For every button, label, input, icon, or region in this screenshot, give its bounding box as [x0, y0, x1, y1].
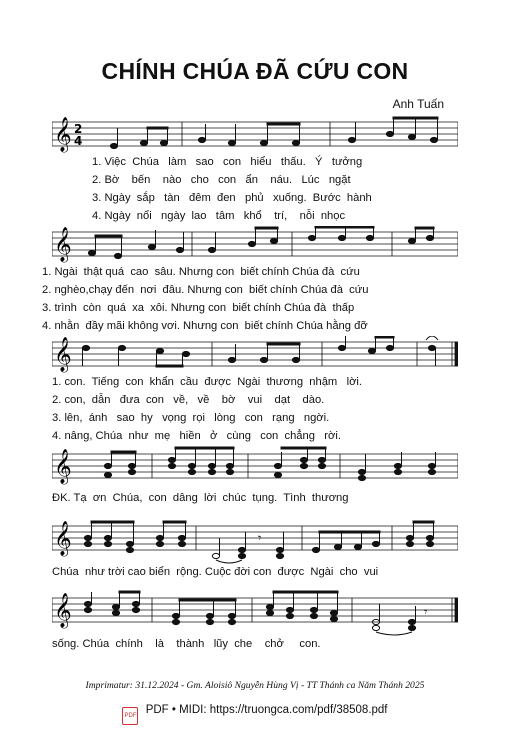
tie-icon — [376, 632, 412, 635]
lyric-line: 1. con. Tiếng con khẩn cầu được Ngài thương nhậm lời. — [52, 376, 362, 388]
imprimatur-footer: Imprimatur: 31.12.2024 - Gm. Aloisiô Nguyễn Hùng Vị - TT Thánh ca Năm Thánh 2025 — [85, 680, 425, 691]
lyric-line: 1. Việc Chúa làm sao con hiểu thấu. Ý tưởng — [92, 156, 363, 168]
time-sig-top: 2 — [74, 122, 83, 136]
rest-icon: 𝄾 — [424, 605, 428, 619]
song-title: CHÍNH CHÚA ĐÃ CỨU CON — [101, 58, 409, 84]
music-system-6 — [52, 590, 458, 660]
lyric-line: ĐK. Tạ ơn Chúa, con dâng lời chúc tụng. Tình thương — [52, 492, 349, 504]
lyric-line: Chúa như trời cao biển rộng. Cuộc đời con được Ngài cho vui — [52, 566, 379, 578]
music-system-5 — [52, 518, 458, 588]
staff-6 — [52, 590, 458, 638]
lyric-line: 4. nâng, Chúa như mẹ hiền ở cùng con chẳng rời. — [52, 430, 341, 442]
music-system-3 — [52, 336, 458, 446]
treble-clef-icon: 𝄞 — [54, 593, 72, 628]
pdf-link-line[interactable] — [0, 704, 510, 725]
staff-2 — [52, 226, 458, 266]
lyric-line: sống. Chúa chính là thành lũy che chở con. — [52, 638, 321, 650]
lyric-line: 4. nhằn đầy mãi không vơi. Nhưng con biết chính Chúa hằng đỡ — [42, 320, 368, 332]
pdf-link-text[interactable]: PDF • MIDI: https://truongca.com/pdf/38508.pdf — [145, 704, 388, 716]
pdf-file-icon: PDF — [122, 707, 138, 725]
fermata-icon — [426, 336, 438, 340]
lyric-line: 3. trình còn quá xa xôi. Nhưng con biết chính Chúa đà thấp — [42, 302, 355, 314]
treble-clef-icon: 𝄞 — [54, 521, 72, 556]
staff-1 — [52, 116, 458, 156]
tie-icon — [216, 560, 242, 563]
treble-clef-icon: 𝄞 — [54, 227, 72, 262]
staff-5 — [52, 518, 458, 566]
staff-4 — [52, 446, 458, 490]
lyric-line: 3. lên, ánh sao hy vọng rọi lòng con rạng ngời. — [52, 412, 330, 424]
lyric-line: 2. con, dẫn đưa con về, về bờ vui dạt dào. — [52, 394, 325, 406]
lyric-line: 2. nghèo,chạy đến nơi đâu. Nhưng con biết chính Chúa đà cứu — [42, 284, 369, 296]
staff-3 — [52, 336, 458, 376]
music-system-4 — [52, 446, 458, 516]
music-system-2 — [42, 226, 458, 336]
lyric-line: 1. Ngài thật quá cao sâu. Nhưng con biết chính Chúa đà cứu — [42, 266, 360, 278]
treble-clef-icon: 𝄞 — [54, 337, 72, 372]
music-system-1 — [52, 116, 458, 226]
time-sig-bottom: 4 — [74, 134, 83, 148]
treble-clef-icon: 𝄞 — [54, 117, 72, 152]
rest-icon: 𝄾 — [258, 531, 262, 545]
composer: Anh Tuấn — [392, 97, 444, 111]
treble-clef-icon: 𝄞 — [54, 449, 72, 484]
lyric-line: 2. Bờ bến nào cho con ẩn náu. Lúc ngặt — [92, 174, 351, 186]
lyric-line: 3. Ngày sắp tàn đêm đen phủ xuống. Bước hành — [92, 192, 372, 204]
lyric-line: 4. Ngày nổi ngày lao tâm khổ trí, nỗi nhọc — [92, 210, 346, 222]
